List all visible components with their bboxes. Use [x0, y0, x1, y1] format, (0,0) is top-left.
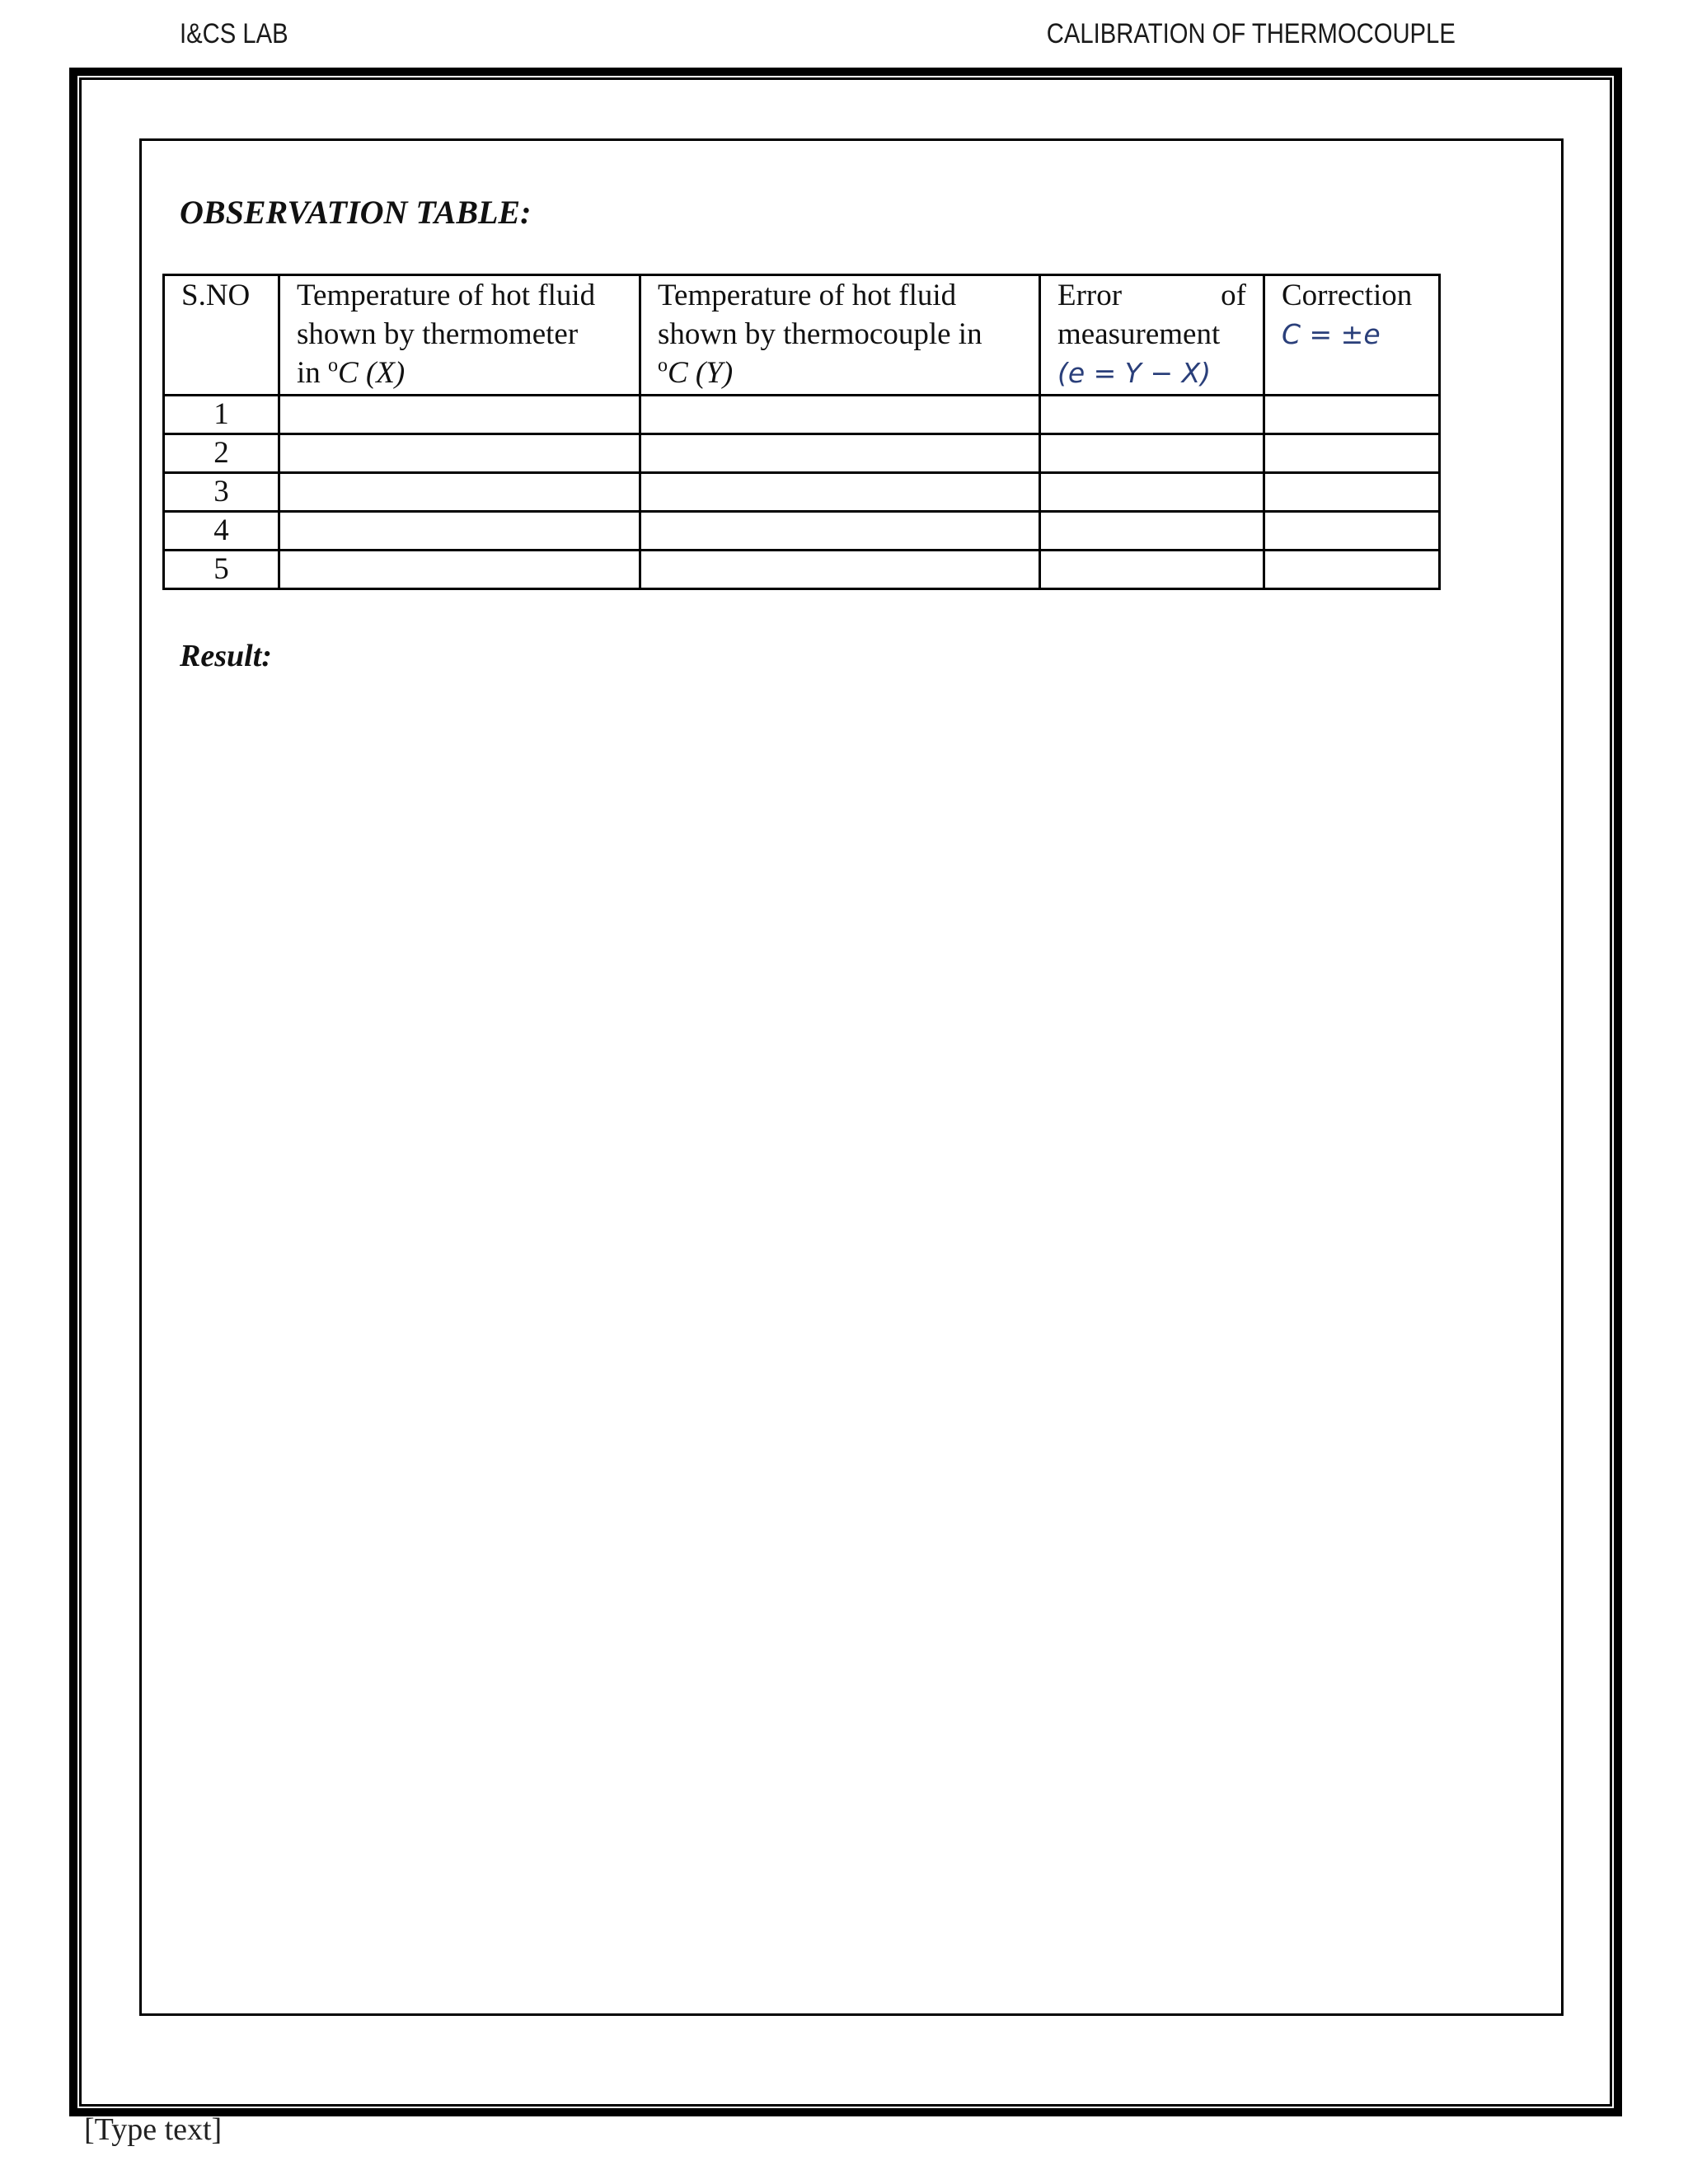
header-thermometer-temp — [279, 275, 640, 396]
header-thermocouple-line1: Temperature of hot fluid — [658, 279, 957, 312]
cell-thermocouple — [640, 473, 1040, 512]
cell-error — [1040, 512, 1264, 551]
header-error — [1040, 275, 1264, 396]
table-row — [164, 396, 1440, 434]
cell-thermometer — [279, 396, 640, 434]
header-sno — [164, 275, 279, 396]
cell-error — [1040, 396, 1264, 434]
header-thermometer-line1: Temperature of hot fluid — [297, 279, 596, 312]
unit-prefix: in — [297, 356, 329, 390]
row-sno: 2 — [164, 434, 279, 473]
header-correction — [1264, 275, 1440, 396]
table-row — [164, 512, 1440, 551]
footer-placeholder-text[interactable]: [Type text] — [84, 2112, 223, 2147]
table-row — [164, 473, 1440, 512]
cell-thermometer — [279, 434, 640, 473]
cell-correction — [1264, 551, 1440, 589]
cell-error — [1040, 434, 1264, 473]
unit-suffix: C (Y) — [668, 356, 734, 390]
cell-thermometer — [279, 551, 640, 589]
table-row — [164, 551, 1440, 589]
header-experiment-title: CALIBRATION OF THERMOCOUPLE — [1046, 18, 1456, 49]
header-error-word: Error — [1057, 279, 1123, 312]
row-sno: 4 — [164, 512, 279, 551]
result-label: Result: — [180, 639, 272, 673]
header-thermometer-line2: shown by thermometer — [297, 317, 579, 351]
row-sno: 1 — [164, 396, 279, 434]
header-thermometer-unit — [297, 354, 622, 392]
header-sno-label: S.NO — [181, 279, 251, 312]
observation-table — [162, 274, 1441, 590]
cell-thermometer — [279, 512, 640, 551]
table-row — [164, 434, 1440, 473]
cell-correction — [1264, 396, 1440, 434]
cell-thermocouple — [640, 434, 1040, 473]
cell-correction — [1264, 434, 1440, 473]
cell-error — [1040, 473, 1264, 512]
degree-symbol: o — [328, 354, 339, 377]
cell-thermocouple — [640, 551, 1040, 589]
table-header-row — [164, 275, 1440, 396]
header-thermocouple-line2: shown by thermocouple in — [658, 317, 982, 351]
cell-thermocouple — [640, 396, 1040, 434]
header-error-line2: measurement — [1057, 317, 1221, 351]
header-thermocouple-temp — [640, 275, 1040, 396]
degree-symbol: o — [658, 354, 668, 377]
cell-correction — [1264, 512, 1440, 551]
header-correction-label: Correction — [1282, 279, 1413, 312]
cell-correction — [1264, 473, 1440, 512]
header-error-of: of — [1221, 279, 1246, 312]
row-sno: 3 — [164, 473, 279, 512]
cell-error — [1040, 551, 1264, 589]
error-formula: (e = Y − X) — [1057, 357, 1212, 389]
header-lab-name: I&CS LAB — [180, 18, 288, 49]
unit-suffix: C (X) — [338, 356, 406, 390]
header-thermocouple-unit — [658, 354, 1022, 392]
observation-table-title: OBSERVATION TABLE: — [180, 194, 532, 231]
cell-thermocouple — [640, 512, 1040, 551]
cell-thermometer — [279, 473, 640, 512]
correction-formula: C = ±e — [1282, 318, 1381, 350]
header-error-line1 — [1057, 276, 1246, 315]
row-sno: 5 — [164, 551, 279, 589]
